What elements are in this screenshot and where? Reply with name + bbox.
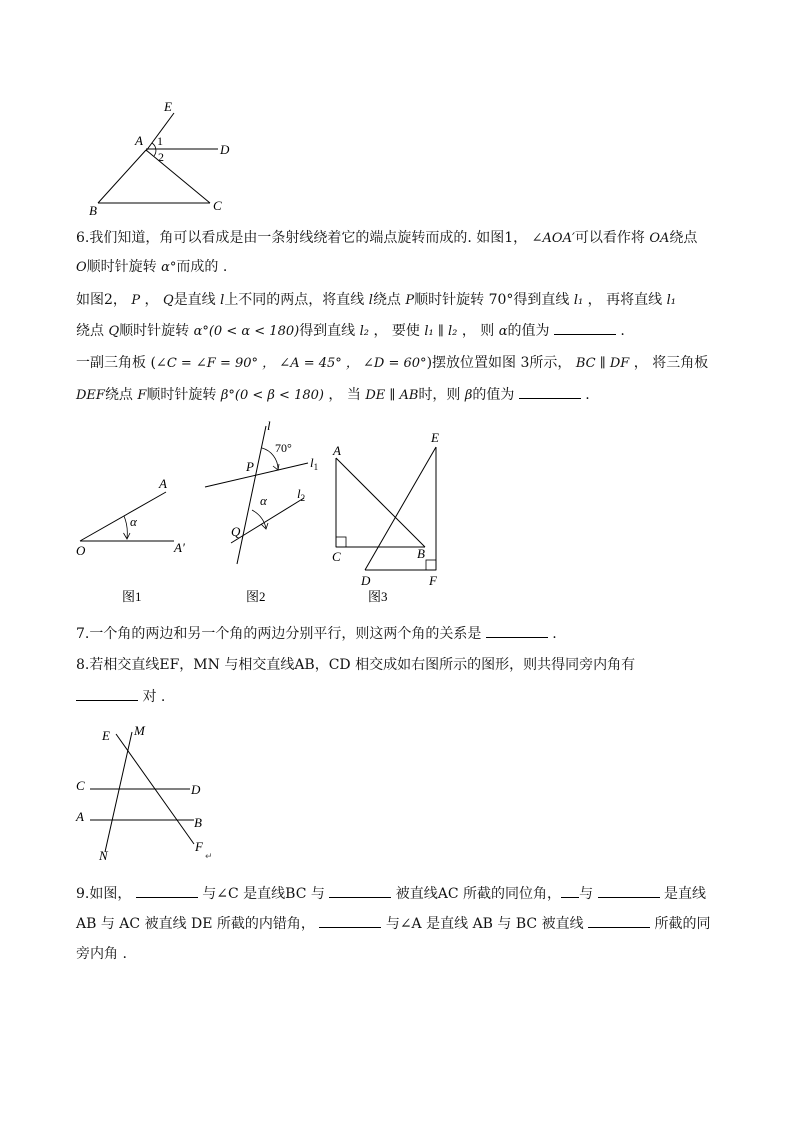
- q6-text: .: [615, 323, 625, 339]
- label-alpha: α: [260, 493, 267, 508]
- answer-blank[interactable]: [76, 686, 138, 701]
- label-70-degrees: 70°: [275, 441, 292, 455]
- segment-ab: [98, 150, 146, 203]
- q8-text: 8.若相交直线EF，MN 与相交直线AB，CD 相交成如右图所示的图形，则共得同旁内角有: [76, 657, 636, 673]
- q9-line-1: [76, 883, 706, 904]
- q6-text: ， 将三角板: [629, 355, 709, 371]
- label-angle-1: 1: [157, 134, 163, 148]
- math-beta-range: β°(0 < β < 180): [220, 388, 324, 403]
- q6-text: 如图2，: [76, 292, 132, 308]
- label-a-prime: A′: [174, 540, 185, 555]
- label-alpha: α: [130, 514, 137, 529]
- figure-3-caption: 图3: [368, 589, 388, 604]
- figure-2: [205, 418, 318, 604]
- label-f: F: [429, 573, 437, 588]
- q6-text: 绕点: [669, 230, 698, 246]
- figure-2-caption: 图2: [246, 589, 266, 604]
- math-l1: l₁: [666, 293, 676, 308]
- label-f: F: [195, 839, 203, 854]
- q9-text: 9.如图，: [76, 886, 136, 902]
- q6-text: 一副三角板 (: [76, 355, 156, 371]
- q9-text: 旁内角 .: [76, 946, 127, 962]
- answer-blank[interactable]: [519, 384, 581, 399]
- figures-1-2-3: [70, 418, 470, 610]
- q6-text: 可以看作将: [574, 230, 650, 246]
- label-b: B: [89, 203, 97, 218]
- label-a: A: [76, 809, 84, 824]
- q6-text: ， 要使: [369, 323, 425, 339]
- q9-text: 与: [579, 886, 598, 902]
- line-l1: [205, 463, 308, 487]
- math-beta: β: [464, 388, 473, 403]
- q9-line-3: [76, 944, 127, 964]
- label-c: C: [76, 778, 85, 793]
- line-l2: [231, 498, 304, 543]
- label-m: M: [134, 723, 145, 738]
- q6-text: 绕点: [372, 292, 406, 308]
- q6-text: 绕点: [104, 387, 138, 403]
- label-e: E: [102, 728, 110, 743]
- label-d: D: [220, 142, 230, 157]
- label-l2: $l_2$: [297, 486, 306, 503]
- q6-text: ， 则: [457, 323, 499, 339]
- q6-line-4: [76, 320, 625, 342]
- q6-text: 6.我们知道，角可以看成是由一条射线绕着它的端点旋转而成的. 如图1，: [76, 230, 532, 246]
- intersecting-lines-figure: [72, 722, 222, 867]
- math-l1: l₁: [573, 293, 584, 308]
- answer-blank[interactable]: [561, 883, 579, 898]
- q6-text: 顺时针旋转: [119, 323, 194, 339]
- right-angle-f: [426, 560, 436, 570]
- ray-oa: [80, 492, 166, 541]
- label-a: A: [135, 133, 143, 148]
- arrowhead-icon: [273, 464, 279, 470]
- label-l1: $l_1$: [310, 455, 319, 472]
- math-f: F: [137, 388, 147, 403]
- segment-ac: [146, 150, 210, 203]
- q6-text: ， 再将直线: [583, 292, 667, 308]
- segment-ab: [336, 458, 425, 547]
- label-p: P: [246, 459, 254, 474]
- q8-line-2: [76, 686, 165, 707]
- math-angle-conditions: ∠C = ∠F = 90° ， ∠A = 45° ， ∠D = 60°: [155, 356, 427, 371]
- label-d: D: [361, 573, 371, 588]
- q6-text: )摆放位置如图 3所示，: [426, 355, 576, 371]
- q6-line-6: [76, 384, 590, 406]
- segment-de: [365, 447, 436, 570]
- label-d: D: [191, 782, 201, 797]
- q6-text: 的值为: [472, 387, 519, 403]
- q6-text: ，: [140, 292, 164, 308]
- math-p: P: [405, 293, 415, 308]
- q6-text: 是直线: [173, 292, 221, 308]
- q6-text: 顺时针旋转: [86, 259, 162, 275]
- q7-line: [76, 623, 557, 644]
- q9-text: 是直线: [659, 886, 706, 902]
- math-parallel: l₁ ∥ l₂: [424, 324, 458, 339]
- answer-blank[interactable]: [588, 913, 650, 928]
- math-l: l: [220, 293, 225, 308]
- q6-text: 绕点: [76, 323, 109, 339]
- math-oa: OA: [649, 231, 670, 246]
- label-e: E: [164, 99, 172, 114]
- label-q: Q: [231, 524, 241, 539]
- q6-text: 时，则: [418, 387, 465, 403]
- label-l: l: [267, 418, 271, 433]
- label-a: A: [333, 443, 341, 458]
- q6-line-2: [76, 257, 227, 278]
- q6-text: 的值为: [507, 323, 554, 339]
- q7-text: 7.一个角的两边和另一个角的两边分别平行，则这两个角的关系是: [76, 626, 486, 642]
- figure-1: [76, 476, 185, 604]
- math-l2: l₂: [359, 324, 370, 339]
- q9-text: 与∠C 是直线BC 与: [197, 886, 330, 902]
- q6-line-3: [76, 290, 676, 311]
- math-def: DEF: [76, 388, 105, 403]
- right-angle-c: [336, 537, 346, 547]
- q9-text: 被直线AC 所截的同位角，: [391, 886, 562, 902]
- answer-blank[interactable]: [554, 320, 616, 335]
- math-de-parallel-ab: DE ∥ AB: [365, 388, 419, 403]
- q6-text: ， 当: [323, 387, 366, 403]
- answer-blank[interactable]: [319, 913, 381, 928]
- math-o: O: [76, 260, 87, 275]
- q6-text: .: [580, 387, 590, 403]
- q6-text: 上不同的两点，将直线: [224, 292, 369, 308]
- q8-text: 对 .: [138, 689, 166, 705]
- math-bc-parallel-df: BC ∥ DF: [575, 356, 630, 371]
- figure-1-caption: 图1: [122, 589, 142, 604]
- q6-text: 得到直线: [299, 323, 360, 339]
- arrowhead-icon: [124, 533, 131, 539]
- q9-text: AB 与 AC 被直线 DE 所截的内错角，: [76, 916, 320, 932]
- q6-line-1: [76, 228, 697, 249]
- return-mark-icon: ↵: [205, 851, 213, 861]
- q6-text: 而成的 .: [176, 259, 228, 275]
- math-angle-aoa: ∠AOA′: [531, 231, 575, 246]
- figure-3: [332, 430, 439, 604]
- top-triangle-figure: [80, 95, 250, 220]
- math-p: P: [131, 293, 141, 308]
- label-b: B: [194, 815, 202, 830]
- math-alpha: α°: [161, 260, 177, 275]
- answer-blank[interactable]: [598, 883, 660, 898]
- q6-text: 顺时针旋转: [146, 387, 221, 403]
- q9-text: 所截的同: [650, 916, 711, 932]
- answer-blank[interactable]: [136, 883, 198, 898]
- label-a: A: [159, 476, 167, 491]
- q6-line-5: [76, 353, 708, 374]
- label-o: O: [76, 543, 86, 558]
- q7-text: .: [547, 626, 557, 642]
- math-alpha: α: [498, 324, 508, 339]
- answer-blank[interactable]: [486, 623, 548, 638]
- math-l: l: [368, 293, 373, 308]
- label-angle-2: 2: [158, 150, 164, 164]
- label-c: C: [332, 549, 341, 564]
- math-alpha-range: α°(0 < α < 180): [193, 324, 300, 339]
- answer-blank[interactable]: [329, 883, 391, 898]
- label-b: B: [417, 546, 425, 561]
- label-e: E: [431, 430, 439, 445]
- q9-text: 与∠A 是直线 AB 与 BC 被直线: [381, 916, 589, 932]
- q6-text: 顺时针旋转 70°得到直线: [414, 292, 574, 308]
- math-q: Q: [108, 324, 120, 339]
- math-q: Q: [163, 293, 174, 308]
- label-n: N: [99, 848, 108, 863]
- label-c: C: [213, 198, 222, 213]
- q8-line-1: [76, 655, 635, 675]
- q9-line-2: [76, 913, 710, 934]
